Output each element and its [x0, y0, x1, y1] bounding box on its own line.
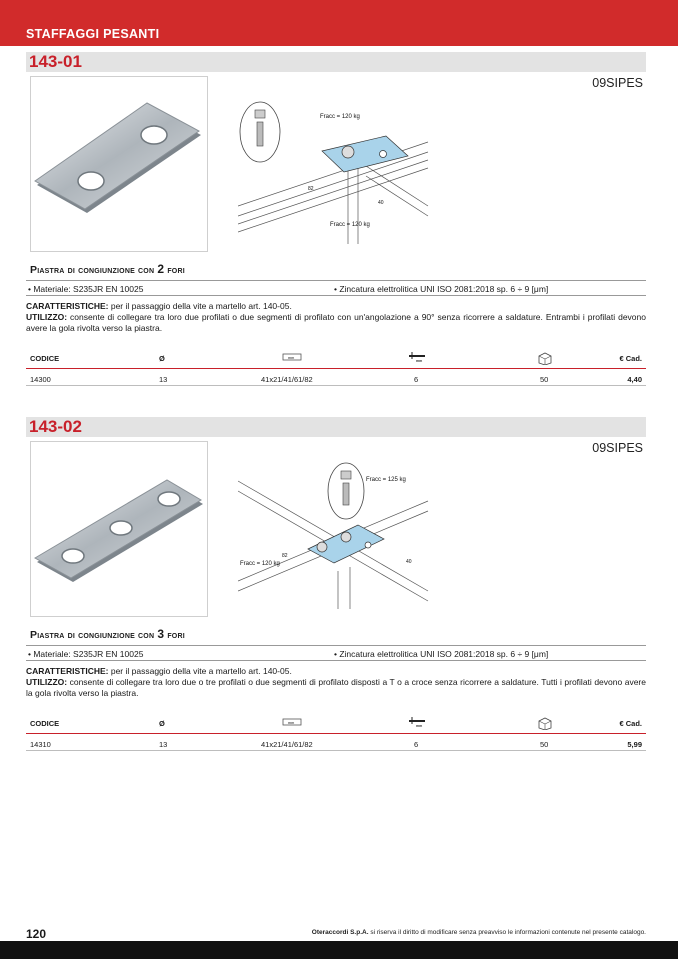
- profile-icon: [282, 717, 302, 729]
- svg-text:mm: mm: [288, 721, 295, 725]
- title-suffix: fori: [164, 629, 185, 641]
- char-label: CARATTERISTICHE:: [26, 301, 109, 311]
- product-code: 143-02: [29, 417, 82, 436]
- section-header-bar: [0, 0, 678, 46]
- title-suffix: fori: [164, 264, 185, 276]
- cell-diameter: 13: [159, 740, 168, 749]
- svg-text:mm: mm: [416, 359, 423, 363]
- cell-box: 50: [540, 375, 549, 384]
- table-header: [26, 714, 646, 734]
- cell-profile: 41x21/41/61/82: [261, 740, 313, 749]
- dimension-label: 82: [282, 553, 288, 559]
- brand-code: 09SIPES: [592, 76, 643, 90]
- table-row: [26, 737, 646, 751]
- load-label-bottom: Fracc = 120 kg: [240, 561, 280, 567]
- col-code-header: CODICE: [30, 719, 60, 728]
- material-spec: • Materiale: S235JR EN 10025: [28, 649, 144, 659]
- use-text: consente di collegare tra loro due profilati o due segmenti di profilato con un'angolazione a 90° senza ricorrere a saldature. Entrambi i profilati devono avere la gola rivolta verso la piastra.: [26, 312, 646, 333]
- product-143-02: [26, 417, 646, 749]
- dimension-label: 40: [406, 559, 412, 565]
- cell-profile: 41x21/41/61/82: [261, 375, 313, 384]
- page-number: 120: [26, 927, 47, 941]
- char-text: per il passaggio della vite a martello art. 140-05.: [108, 666, 292, 676]
- dimension-label: 82: [308, 186, 314, 192]
- product-code-band: [26, 52, 646, 72]
- box-icon: [537, 351, 553, 367]
- pieces-icon: [408, 716, 426, 730]
- footer-company: Oteraccordi S.p.A.: [311, 929, 369, 936]
- product-code-band: [26, 417, 646, 437]
- spec-row: [26, 280, 646, 296]
- profile-icon: [282, 352, 302, 364]
- brand-code: 09SIPES: [592, 441, 643, 455]
- product-description: [26, 666, 646, 699]
- cell-code: 14310: [30, 740, 51, 749]
- box-icon: [537, 716, 553, 732]
- table-row: [26, 372, 646, 386]
- material-spec: • Materiale: S235JR EN 10025: [28, 284, 144, 294]
- footer-note-text: si riserva il diritto di modificare senza preavviso le informazioni contenute nel presente catalogo.: [368, 929, 646, 936]
- svg-text:mm: mm: [416, 724, 423, 728]
- footer-disclaimer: [312, 929, 646, 936]
- use-text: consente di collegare tra loro due o tre profilati o due segmenti di profilato disposti a T o a croce senza ricorrere a saldature. Tutti i profilati devono avere la gola rivolta verso la piastra.: [26, 677, 646, 698]
- svg-text:mm: mm: [288, 356, 295, 360]
- product-description: [26, 301, 646, 334]
- title-number: 3: [157, 627, 165, 641]
- col-code-header: CODICE: [30, 354, 60, 363]
- load-label-top: Fracc = 120 kg: [320, 114, 360, 120]
- col-diameter-header: Ø: [159, 719, 165, 728]
- col-price-header: € Cad.: [619, 719, 642, 728]
- product-143-01: [26, 52, 646, 384]
- product-photo: [30, 76, 208, 252]
- product-code: 143-01: [29, 52, 82, 71]
- installation-diagram: [238, 461, 430, 609]
- load-label-top: Fracc = 125 kg: [366, 477, 406, 483]
- col-diameter-header: Ø: [159, 354, 165, 363]
- product-title: [30, 627, 185, 641]
- cell-diameter: 13: [159, 375, 168, 384]
- col-price-header: € Cad.: [619, 354, 642, 363]
- title-prefix: Piastra di congiunzione con: [30, 264, 158, 276]
- cell-pieces: 6: [414, 740, 419, 749]
- footer-bar: [0, 941, 678, 959]
- use-label: UTILIZZO:: [26, 677, 68, 687]
- spec-row: [26, 645, 646, 661]
- char-label: CARATTERISTICHE:: [26, 666, 109, 676]
- load-label-bottom: Fracc = 120 kg: [330, 222, 370, 228]
- section-title: STAFFAGGI PESANTI: [26, 27, 160, 41]
- title-number: 2: [157, 262, 165, 276]
- coating-spec: • Zincatura elettrolitica UNI ISO 2081:2018 sp. 6 ÷ 9 [μm]: [334, 284, 549, 294]
- product-photo: [30, 441, 208, 617]
- table-header: [26, 349, 646, 369]
- coating-spec: • Zincatura elettrolitica UNI ISO 2081:2018 sp. 6 ÷ 9 [μm]: [334, 649, 549, 659]
- installation-diagram: [238, 96, 430, 244]
- use-label: UTILIZZO:: [26, 312, 68, 322]
- char-text: per il passaggio della vite a martello art. 140-05.: [108, 301, 292, 311]
- cell-price: 4,40: [627, 375, 642, 384]
- cell-code: 14300: [30, 375, 51, 384]
- dimension-label: 40: [378, 200, 384, 206]
- title-prefix: Piastra di congiunzione con: [30, 629, 158, 641]
- product-title: [30, 262, 185, 276]
- cell-box: 50: [540, 740, 549, 749]
- cell-pieces: 6: [414, 375, 419, 384]
- cell-price: 5,99: [627, 740, 642, 749]
- pieces-icon: [408, 351, 426, 365]
